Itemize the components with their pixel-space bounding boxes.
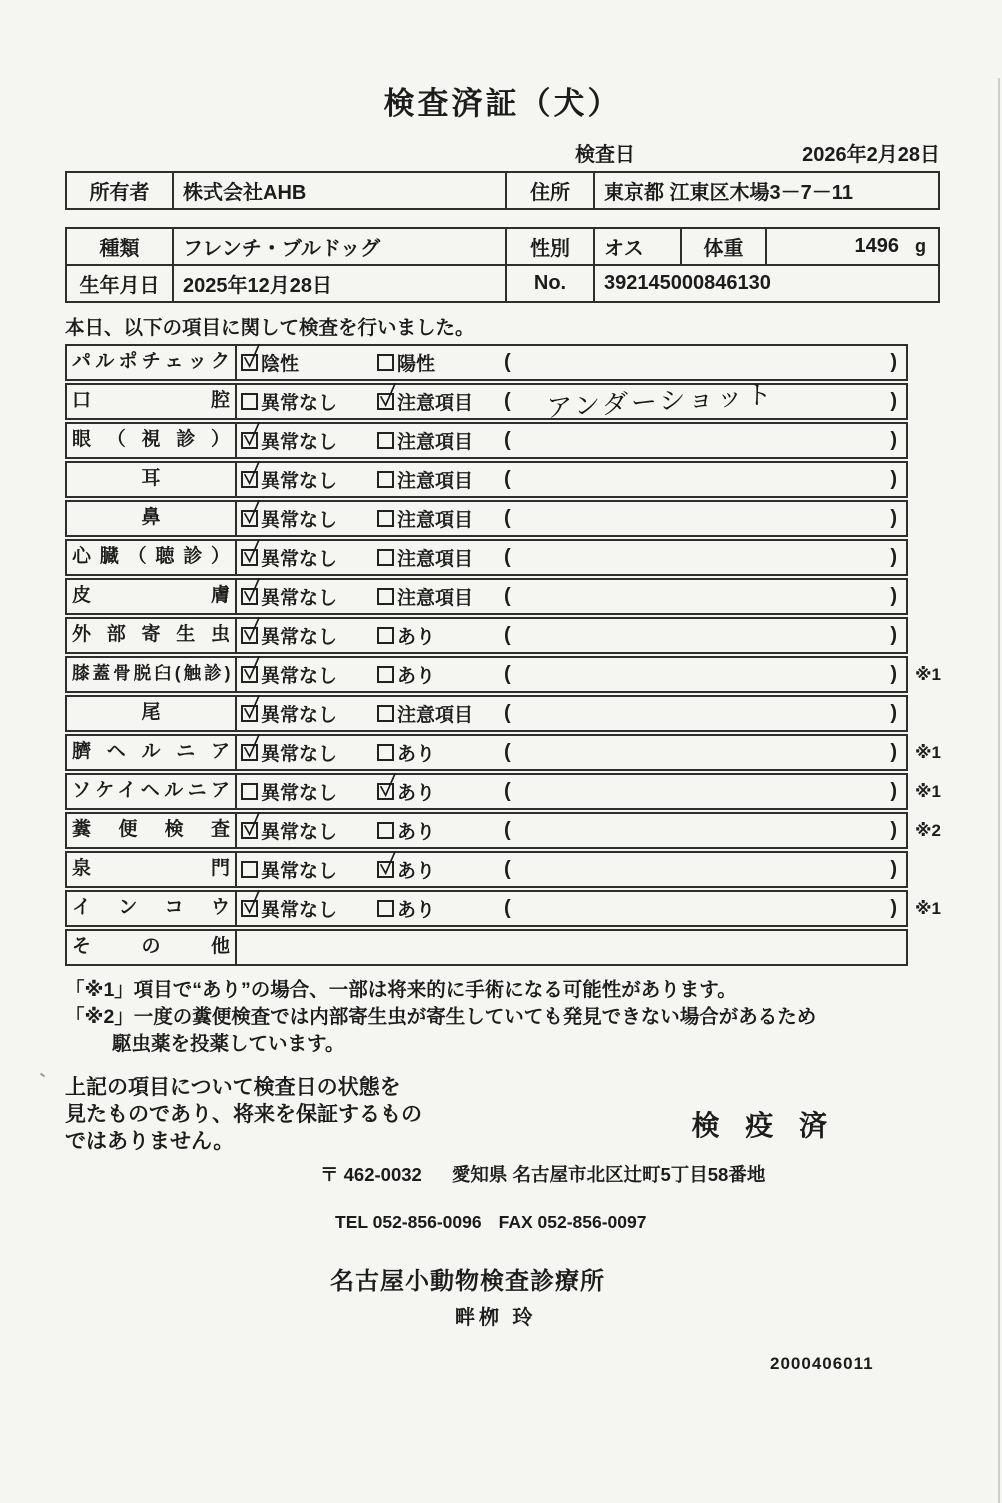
breed-label: 種類 bbox=[67, 229, 174, 264]
breed-row bbox=[67, 229, 938, 264]
address-label: 住所 bbox=[507, 173, 595, 208]
option1-label: 異常なし bbox=[261, 822, 338, 843]
paren-close: ) bbox=[890, 351, 897, 373]
table-row bbox=[65, 539, 954, 576]
exam-item-label: 外部寄生虫 bbox=[67, 619, 237, 652]
ref-mark bbox=[908, 500, 954, 537]
table-row bbox=[65, 378, 954, 424]
ref-mark bbox=[908, 539, 954, 576]
paren-close: ) bbox=[890, 585, 897, 607]
sex-label: 性別 bbox=[507, 229, 595, 264]
check-mark-icon bbox=[241, 420, 262, 448]
checkbox-option2 bbox=[377, 588, 394, 605]
checkbox-option1 bbox=[241, 627, 258, 644]
document-number: 2000406011 bbox=[770, 1354, 874, 1373]
exam-item-label: パルポチェック bbox=[67, 346, 237, 379]
exam-item-label: その他 bbox=[67, 931, 237, 964]
exam-item-label: 心臓（聴診） bbox=[67, 541, 237, 574]
owner-row bbox=[67, 173, 938, 208]
table-row bbox=[65, 929, 954, 966]
check-mark-icon bbox=[241, 459, 262, 487]
exam-item-label: 泉門 bbox=[67, 853, 237, 886]
paren-open: ( bbox=[504, 351, 511, 373]
clinic-tel-line bbox=[65, 1212, 940, 1233]
ref-mark: ※1 bbox=[915, 781, 941, 801]
option1-label: 異常なし bbox=[261, 744, 338, 765]
table-row bbox=[65, 500, 954, 537]
checkbox-option1 bbox=[241, 900, 258, 917]
owner-label: 所有者 bbox=[67, 173, 174, 208]
clinic-fax: FAX 052-856-0097 bbox=[498, 1212, 647, 1232]
checkbox-option2 bbox=[377, 744, 394, 761]
quarantine-stamp: 検 疫 済 bbox=[691, 1110, 836, 1141]
paren-close: ) bbox=[890, 741, 897, 763]
handwritten-note: アンダーショット bbox=[546, 378, 775, 424]
option1-label: 異常なし bbox=[261, 432, 338, 453]
paren-open: ( bbox=[504, 702, 511, 724]
exam-item-label: 口腔 bbox=[67, 385, 237, 418]
exam-date-row bbox=[65, 139, 940, 167]
exam-item-label: 鼻 bbox=[67, 502, 237, 535]
exam-item-label: 皮膚 bbox=[67, 580, 237, 613]
paren-open: ( bbox=[504, 819, 511, 841]
pet-info-table bbox=[65, 227, 940, 303]
option2-label: あり bbox=[397, 900, 436, 921]
checkbox-option1 bbox=[241, 822, 258, 839]
option2-label: 注意項目 bbox=[397, 510, 474, 531]
checkbox-option2 bbox=[377, 354, 394, 371]
table-row bbox=[65, 656, 954, 693]
table-row bbox=[65, 851, 954, 888]
footnotes bbox=[65, 977, 940, 1058]
exam-date-label: 検査日 bbox=[575, 144, 635, 166]
paren-close: ) bbox=[890, 702, 897, 724]
ref-mark bbox=[908, 578, 954, 615]
birth-value: 2025年12月28日 bbox=[174, 266, 507, 301]
option2-label: あり bbox=[397, 861, 436, 882]
page-title: 検査済証（犬） bbox=[383, 86, 622, 121]
footnote-1: 「※1」項目で“あり”の場合、一部は将来的に手術になる可能性があります。 bbox=[65, 979, 737, 1001]
table-row bbox=[65, 578, 954, 615]
option1-label: 陰性 bbox=[261, 354, 300, 375]
owner-value: 株式会社AHB bbox=[174, 173, 507, 208]
paren-close: ) bbox=[890, 429, 897, 451]
paren-open: ( bbox=[504, 390, 511, 412]
check-mark-icon bbox=[241, 654, 262, 682]
checkbox-option1 bbox=[241, 861, 258, 878]
check-mark-icon bbox=[241, 693, 262, 721]
checkbox-option2 bbox=[377, 510, 394, 527]
paren-close: ) bbox=[890, 507, 897, 529]
exam-item-label: インコウ bbox=[67, 892, 237, 925]
option2-label: 陽性 bbox=[397, 354, 436, 375]
weight-value: 1496 bbox=[854, 235, 899, 257]
table-row bbox=[65, 695, 954, 732]
option1-label: 異常なし bbox=[261, 588, 338, 609]
paren-open: ( bbox=[504, 780, 511, 802]
checkbox-option1 bbox=[241, 666, 258, 683]
exam-item-label: 臍ヘルニア bbox=[67, 736, 237, 769]
checkbox-option1 bbox=[241, 588, 258, 605]
ref-mark bbox=[908, 695, 954, 732]
table-row bbox=[65, 812, 954, 849]
paren-open: ( bbox=[504, 624, 511, 646]
paren-open: ( bbox=[504, 468, 511, 490]
address-value: 東京都 江東区木場3－7－11 bbox=[604, 182, 853, 204]
option2-label: 注意項目 bbox=[397, 471, 474, 492]
checkbox-option2 bbox=[377, 471, 394, 488]
birth-label: 生年月日 bbox=[67, 266, 174, 301]
weight-unit: g bbox=[915, 236, 926, 256]
ref-mark: ※1 bbox=[915, 664, 941, 684]
option2-label: 注意項目 bbox=[397, 705, 474, 726]
paren-close: ) bbox=[890, 819, 897, 841]
checkbox-option2 bbox=[377, 393, 394, 410]
table-row bbox=[65, 617, 954, 654]
exam-date-value: 2026年2月28日 bbox=[802, 144, 940, 166]
checkbox-option2 bbox=[377, 861, 394, 878]
table-row bbox=[65, 890, 954, 927]
option2-label: あり bbox=[397, 744, 436, 765]
table-row bbox=[65, 422, 954, 459]
bottom-section bbox=[65, 1074, 940, 1155]
exam-table bbox=[65, 344, 954, 966]
exam-item-label: 耳 bbox=[67, 463, 237, 496]
paren-open: ( bbox=[504, 507, 511, 529]
check-mark-icon bbox=[241, 498, 262, 526]
paren-close: ) bbox=[890, 390, 897, 412]
scan-edge-artifact bbox=[998, 78, 1000, 1503]
option2-label: 注意項目 bbox=[397, 432, 474, 453]
option2-label: あり bbox=[397, 783, 436, 804]
checkbox-option1 bbox=[241, 471, 258, 488]
option1-label: 異常なし bbox=[261, 471, 338, 492]
ref-mark: ※1 bbox=[915, 742, 941, 762]
ref-mark bbox=[908, 461, 954, 498]
checkbox-option1 bbox=[241, 744, 258, 761]
option1-label: 異常なし bbox=[261, 666, 338, 687]
check-mark-icon bbox=[377, 381, 398, 409]
disclaimer-text: 上記の項目について検査日の状態を 見たものであり、将来を保証するもの ではありません。 bbox=[65, 1076, 422, 1153]
certificate-page bbox=[0, 78, 1002, 1374]
check-mark-icon bbox=[241, 810, 262, 838]
exam-item-label: 眼（視診） bbox=[67, 424, 237, 457]
paren-close: ) bbox=[890, 858, 897, 880]
option2-label: あり bbox=[397, 822, 436, 843]
birth-row bbox=[67, 264, 938, 301]
no-value: 392145000846130 bbox=[604, 272, 771, 294]
paren-open: ( bbox=[504, 429, 511, 451]
ref-mark: ※2 bbox=[915, 820, 941, 840]
weight-value-cell bbox=[767, 229, 938, 264]
owner-table bbox=[65, 171, 940, 210]
intro-text: 本日、以下の項目に関して検査を行いました。 bbox=[65, 317, 475, 339]
ref-mark: ※1 bbox=[915, 898, 941, 918]
ref-mark bbox=[908, 383, 954, 420]
check-mark-icon bbox=[241, 732, 262, 760]
clinic-address: 愛知県 名古屋市北区辻町5丁目58番地 bbox=[451, 1164, 766, 1185]
option1-label: 異常なし bbox=[261, 549, 338, 570]
checkbox-option2 bbox=[377, 783, 394, 800]
exam-item-label: 糞便検査 bbox=[67, 814, 237, 847]
postal-code: 〒 462-0032 bbox=[320, 1164, 422, 1185]
option2-label: 注意項目 bbox=[397, 393, 474, 414]
option2-label: あり bbox=[397, 627, 436, 648]
sex-value: オス bbox=[595, 229, 682, 264]
ref-mark bbox=[908, 422, 954, 459]
clinic-name: 名古屋小動物検査診療所 bbox=[330, 1268, 605, 1295]
checkbox-option2 bbox=[377, 432, 394, 449]
check-mark-icon bbox=[377, 771, 398, 799]
checkbox-option2 bbox=[377, 549, 394, 566]
paren-close: ) bbox=[890, 897, 897, 919]
weight-label: 体重 bbox=[682, 229, 767, 264]
checkbox-option1 bbox=[241, 432, 258, 449]
paren-open: ( bbox=[504, 663, 511, 685]
paren-close: ) bbox=[890, 780, 897, 802]
check-mark-icon bbox=[241, 342, 262, 370]
table-row bbox=[65, 461, 954, 498]
checkbox-option2 bbox=[377, 900, 394, 917]
checkbox-option1 bbox=[241, 705, 258, 722]
exam-item-label: 膝蓋骨脱臼(触診) bbox=[67, 658, 237, 691]
checkbox-option1 bbox=[241, 549, 258, 566]
ref-mark bbox=[908, 851, 954, 888]
no-label: No. bbox=[507, 266, 595, 301]
option2-label: 注意項目 bbox=[397, 549, 474, 570]
option2-label: あり bbox=[397, 666, 436, 687]
option1-label: 異常なし bbox=[261, 861, 338, 882]
paren-open: ( bbox=[504, 546, 511, 568]
checkbox-option1 bbox=[241, 393, 258, 410]
option1-label: 異常なし bbox=[261, 627, 338, 648]
paren-close: ) bbox=[890, 546, 897, 568]
clinic-tel: TEL 052-856-0096 bbox=[335, 1212, 482, 1232]
paren-open: ( bbox=[504, 858, 511, 880]
examiner-name: 畔栁 玲 bbox=[455, 1307, 537, 1329]
checkbox-option1 bbox=[241, 354, 258, 371]
ref-mark bbox=[908, 617, 954, 654]
checkbox-option2 bbox=[377, 822, 394, 839]
option2-label: 注意項目 bbox=[397, 588, 474, 609]
paren-close: ) bbox=[890, 468, 897, 490]
table-row bbox=[65, 773, 954, 810]
ref-mark bbox=[908, 344, 954, 381]
checkbox-option1 bbox=[241, 783, 258, 800]
exam-item-label: ソケイヘルニア bbox=[67, 775, 237, 808]
breed-value: フレンチ・ブルドッグ bbox=[174, 229, 507, 264]
other-empty-cell bbox=[237, 931, 906, 964]
table-row bbox=[65, 734, 954, 771]
paren-open: ( bbox=[504, 897, 511, 919]
paren-close: ) bbox=[890, 624, 897, 646]
checkbox-option2 bbox=[377, 627, 394, 644]
option1-label: 異常なし bbox=[261, 393, 338, 414]
option1-label: 異常なし bbox=[261, 510, 338, 531]
exam-item-label: 尾 bbox=[67, 697, 237, 730]
check-mark-icon bbox=[377, 849, 398, 877]
footnote-2: 「※2」一度の糞便検査では内部寄生虫が寄生していても発見できない場合があるため bbox=[65, 1006, 817, 1028]
check-mark-icon bbox=[241, 537, 262, 565]
checkbox-option1 bbox=[241, 510, 258, 527]
option1-label: 異常なし bbox=[261, 900, 338, 921]
paren-close: ) bbox=[890, 663, 897, 685]
footnote-2-cont: 駆虫薬を投薬しています。 bbox=[112, 1033, 345, 1055]
checkbox-option2 bbox=[377, 705, 394, 722]
paren-open: ( bbox=[504, 741, 511, 763]
check-mark-icon bbox=[241, 576, 262, 604]
option1-label: 異常なし bbox=[261, 705, 338, 726]
check-mark-icon bbox=[241, 615, 262, 643]
table-row bbox=[65, 344, 954, 381]
clinic-address-line bbox=[65, 1161, 940, 1187]
check-mark-icon bbox=[241, 888, 262, 916]
paren-open: ( bbox=[504, 585, 511, 607]
checkbox-option2 bbox=[377, 666, 394, 683]
option1-label: 異常なし bbox=[261, 783, 338, 804]
